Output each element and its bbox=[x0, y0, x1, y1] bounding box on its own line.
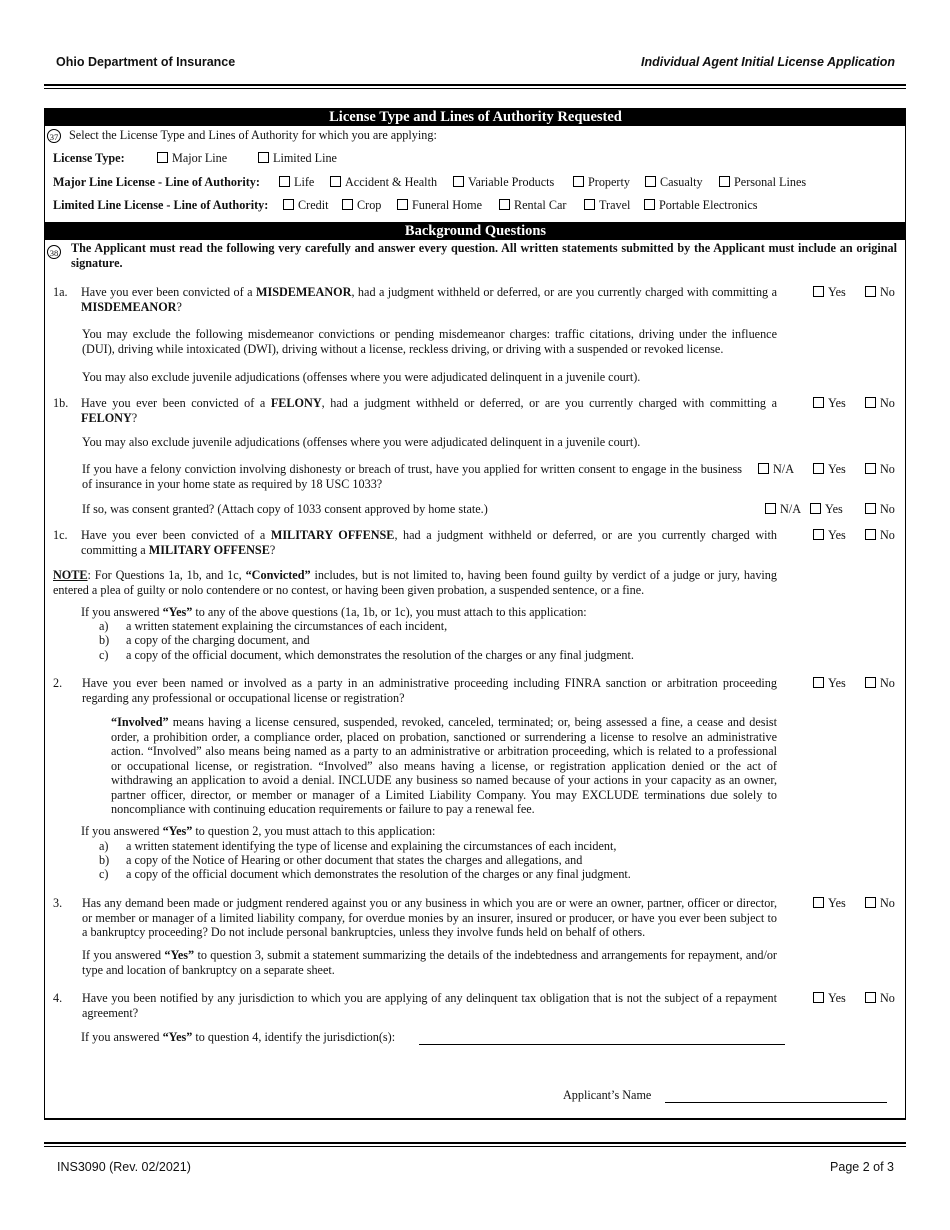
involved-definition: “Involved” means having a license censured, suspended, revoked, canceled, terminated; or, being assessed a fine, a cease and desist order, a prohibition order, a compliance order, placed on probation, sanctioned or surrendering a license to resolve an administrative action. “Involved” also means being named as a party to an administrative or arbitration proceeding, which is related to a professional or occupational license, or registration. “Involved” also means having a license, or registration application denied or the act of withdrawing an application to avoid a denial. INCLUDE any business so named because of your actions in your capacity as an owner, partner officer, director, or member or manager of a Limited Liability Company. You may EXCLUDE terminations due solely to noncompliance with continuing education requirements or failure to pay a renewal fee. bbox=[111, 715, 777, 816]
item-number-38: 38 bbox=[47, 245, 61, 259]
q1b-granted-yes[interactable]: Yes bbox=[810, 502, 843, 517]
q3-no[interactable]: No bbox=[865, 896, 895, 911]
q1b-consent-yes[interactable]: Yes bbox=[813, 462, 846, 477]
license-type-label: License Type: bbox=[53, 151, 125, 165]
checkbox[interactable] bbox=[765, 503, 776, 514]
checkbox[interactable] bbox=[645, 176, 656, 187]
page-number: Page 2 of 3 bbox=[830, 1160, 894, 1174]
checkbox[interactable] bbox=[865, 397, 876, 408]
license-type-limited[interactable]: Limited Line bbox=[258, 151, 337, 166]
checkbox[interactable] bbox=[865, 286, 876, 297]
section-license-title: License Type and Lines of Authority Requested bbox=[45, 108, 906, 126]
q1b-consent-no[interactable]: No bbox=[865, 462, 895, 477]
q4-no[interactable]: No bbox=[865, 991, 895, 1006]
attach1-intro: If you answered “Yes” to any of the above questions (1a, 1b, or 1c), you must attach to this application: bbox=[81, 605, 587, 619]
background-intro: The Applicant must read the following very carefully and answer every question. All written statements submitted by the Applicant must include an original signature. bbox=[71, 241, 897, 270]
q1b-text: Have you ever been convicted of a FELONY, had a judgment withheld or deferred, or are you currently charged with committing a FELONY? bbox=[81, 396, 777, 425]
footer-rule bbox=[44, 1142, 906, 1147]
q1c-text: Have you ever been convicted of a MILITARY OFFENSE, had a judgment withheld or deferred, or are you currently charged with committing a MILITARY OFFENSE? bbox=[81, 528, 777, 557]
checkbox[interactable] bbox=[865, 677, 876, 688]
attach2-item-c: a copy of the official document which demonstrates the resolution of the charges or any final judgment. bbox=[126, 867, 631, 881]
checkbox[interactable] bbox=[810, 503, 821, 514]
q1a-number: 1a. bbox=[53, 285, 68, 299]
form-frame bbox=[44, 108, 906, 1120]
attach2-item-b: a copy of the Notice of Hearing or other document that states the charges and allegations, and bbox=[126, 853, 583, 867]
form-number: INS3090 (Rev. 02/2021) bbox=[57, 1160, 191, 1174]
q2-no[interactable]: No bbox=[865, 676, 895, 691]
q3-number: 3. bbox=[53, 896, 63, 910]
checkbox[interactable] bbox=[573, 176, 584, 187]
section-background-title: Background Questions bbox=[45, 222, 906, 240]
q1b-juvenile-note: You may also exclude juvenile adjudications (offenses where you were adjudicated delinquent in a juvenile court). bbox=[82, 435, 641, 449]
major-casualty[interactable]: Casualty bbox=[645, 175, 703, 190]
checkbox[interactable] bbox=[258, 152, 269, 163]
q3-text: Has any demand been made or judgment rendered against you or any business in which you are or were an owner, partner, officer or director, or member or manager of a limited liability company, for overdue monies by an insurer, insured or producer, or have you ever been subject to a bankruptcy proceeding? Do not include personal bankruptcies, unless they involve funds held on behalf of others. bbox=[82, 896, 777, 939]
item-number-37: 37 bbox=[47, 129, 61, 143]
q1c-no[interactable]: No bbox=[865, 528, 895, 543]
checkbox[interactable] bbox=[453, 176, 464, 187]
checkbox[interactable] bbox=[813, 992, 824, 1003]
q2-number: 2. bbox=[53, 676, 63, 690]
q1b-yes[interactable]: Yes bbox=[813, 396, 846, 411]
major-line-label: Major Line License - Line of Authority: bbox=[53, 175, 260, 189]
license-intro: Select the License Type and Lines of Authority for which you are applying: bbox=[69, 128, 437, 142]
major-personal-lines[interactable]: Personal Lines bbox=[719, 175, 806, 190]
checkbox[interactable] bbox=[865, 897, 876, 908]
limited-rental-car[interactable]: Rental Car bbox=[499, 198, 566, 213]
checkbox[interactable] bbox=[813, 286, 824, 297]
q1b-number: 1b. bbox=[53, 396, 69, 410]
checkbox[interactable] bbox=[865, 463, 876, 474]
checkbox[interactable] bbox=[644, 199, 655, 210]
checkbox[interactable] bbox=[865, 529, 876, 540]
q1b-granted-na[interactable]: N/A bbox=[765, 502, 801, 517]
limited-funeral-home[interactable]: Funeral Home bbox=[397, 198, 482, 213]
checkbox[interactable] bbox=[330, 176, 341, 187]
applicant-name-input-line[interactable] bbox=[665, 1101, 887, 1103]
major-variable-products[interactable]: Variable Products bbox=[453, 175, 554, 190]
attach1-item-c: a copy of the official document, which demonstrates the resolution of the charges or any final judgment. bbox=[126, 648, 634, 662]
attach1-item-a-key: a) bbox=[99, 619, 109, 633]
checkbox[interactable] bbox=[865, 992, 876, 1003]
applicant-name-label: Applicant’s Name bbox=[563, 1088, 652, 1102]
checkbox[interactable] bbox=[499, 199, 510, 210]
form-title: Individual Agent Initial License Application bbox=[641, 55, 895, 69]
limited-portable-electronics[interactable]: Portable Electronics bbox=[644, 198, 757, 213]
license-type-major[interactable]: Major Line bbox=[157, 151, 227, 166]
page-header bbox=[56, 55, 895, 71]
q1b-consent-na[interactable]: N/A bbox=[758, 462, 794, 477]
q1b-consent-granted: If so, was consent granted? (Attach copy of 1033 consent approved by home state.) bbox=[82, 502, 488, 516]
q2-text: Have you ever been named or involved as a party in an administrative proceeding including FINRA sanction or arbitration proceeding regarding any professional or occupational license or registration? bbox=[82, 676, 777, 705]
attach1-item-a: a written statement explaining the circumstances of each incident, bbox=[126, 619, 448, 633]
attach2-item-a-key: a) bbox=[99, 839, 109, 853]
limited-travel[interactable]: Travel bbox=[584, 198, 630, 213]
q1b-consent-question: If you have a felony conviction involving dishonesty or breach of trust, have you applied for written consent to engage in the business of insurance in your home state as required by 18 USC 1033? bbox=[82, 462, 742, 491]
agency-name: Ohio Department of Insurance bbox=[56, 55, 236, 69]
convicted-note: NOTE: For Questions 1a, 1b, and 1c, “Convicted” includes, but is not limited to, having been found guilty by verdict of a judge or jury, having entered a plea of guilty or nolo contendere or no contest, or having been given probation, a suspended sentence, or a fine. bbox=[53, 568, 777, 597]
jurisdiction-input-line[interactable] bbox=[419, 1043, 785, 1045]
major-accident-health[interactable]: Accident & Health bbox=[330, 175, 437, 190]
attach1-item-b-key: b) bbox=[99, 633, 110, 647]
limited-crop[interactable]: Crop bbox=[342, 198, 381, 213]
q1a-yes[interactable]: Yes bbox=[813, 285, 846, 300]
checkbox[interactable] bbox=[813, 397, 824, 408]
q4-text: Have you been notified by any jurisdiction to which you are applying of any delinquent tax obligation that is not the subject of a repayment agreement? bbox=[82, 991, 777, 1020]
checkbox[interactable] bbox=[342, 199, 353, 210]
q1c-yes[interactable]: Yes bbox=[813, 528, 846, 543]
checkbox[interactable] bbox=[758, 463, 769, 474]
checkbox[interactable] bbox=[719, 176, 730, 187]
q1b-no[interactable]: No bbox=[865, 396, 895, 411]
checkbox[interactable] bbox=[813, 463, 824, 474]
q1a-text: Have you ever been convicted of a MISDEMEANOR, had a judgment withheld or deferred, or are you currently charged with committing a MISDEMEANOR? bbox=[81, 285, 777, 314]
checkbox[interactable] bbox=[283, 199, 294, 210]
limited-credit[interactable]: Credit bbox=[283, 198, 328, 213]
checkbox[interactable] bbox=[157, 152, 168, 163]
attach1-item-c-key: c) bbox=[99, 648, 109, 662]
attach2-item-b-key: b) bbox=[99, 853, 110, 867]
header-rule bbox=[44, 84, 906, 89]
q3-yes[interactable]: Yes bbox=[813, 896, 846, 911]
attach2-intro: If you answered “Yes” to question 2, you must attach to this application: bbox=[81, 824, 436, 838]
checkbox[interactable] bbox=[813, 897, 824, 908]
checkbox[interactable] bbox=[865, 503, 876, 514]
q3-followup: If you answered “Yes” to question 3, submit a statement summarizing the details of the indebtedness and arrangements for repayment, and/or type and location of bankruptcy on a separate sheet. bbox=[82, 948, 777, 977]
checkbox[interactable] bbox=[813, 529, 824, 540]
q1a-no[interactable]: No bbox=[865, 285, 895, 300]
q4-yes[interactable]: Yes bbox=[813, 991, 846, 1006]
checkbox[interactable] bbox=[813, 677, 824, 688]
checkbox[interactable] bbox=[279, 176, 290, 187]
checkbox[interactable] bbox=[584, 199, 595, 210]
checkbox[interactable] bbox=[397, 199, 408, 210]
major-life[interactable]: Life bbox=[279, 175, 314, 190]
attach2-item-c-key: c) bbox=[99, 867, 109, 881]
q1c-number: 1c. bbox=[53, 528, 68, 542]
limited-line-label: Limited Line License - Line of Authority: bbox=[53, 198, 269, 212]
q2-yes[interactable]: Yes bbox=[813, 676, 846, 691]
q4-number: 4. bbox=[53, 991, 63, 1005]
q1a-juvenile-note: You may also exclude juvenile adjudications (offenses where you were adjudicated delinquent in a juvenile court). bbox=[82, 370, 641, 384]
attach2-item-a: a written statement identifying the type of license and explaining the circumstances of each incident, bbox=[126, 839, 617, 853]
q4-followup: If you answered “Yes” to question 4, identify the jurisdiction(s): bbox=[81, 1030, 396, 1044]
q1a-exclusions: You may exclude the following misdemeanor convictions or pending misdemeanor charges: traffic citations, driving under the influence (DUI), driving while intoxicated (DWI), driving without a license, reckless driving, or driving with a suspended or revoked license. bbox=[82, 327, 777, 356]
attach1-item-b: a copy of the charging document, and bbox=[126, 633, 310, 647]
q1b-granted-no[interactable]: No bbox=[865, 502, 895, 517]
major-property[interactable]: Property bbox=[573, 175, 630, 190]
